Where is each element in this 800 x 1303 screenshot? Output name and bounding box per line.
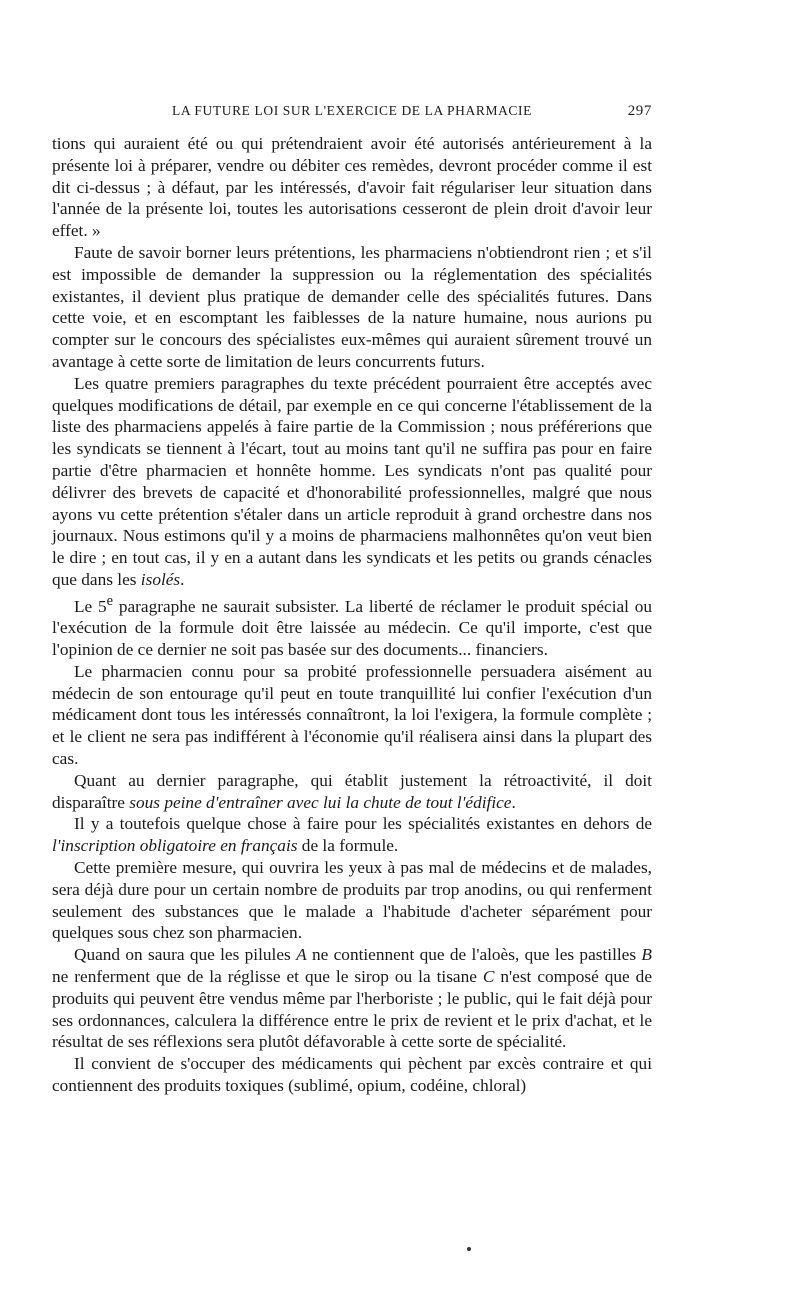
paragraph-9-part-4: n'est composé que de produits qui peuvent être vendus même par l'herboriste ; le public, qui le fait déjà pour ses ordonnances, calculera la différence entre le prix de revient et le prix d'achat, et le résultat de ses réflexions sera plutôt défavorable à cette sorte de spécialité. [52,967,652,1052]
paragraph-4-text: paragraphe ne saurait subsister. La liberté de réclamer le produit spécial ou l'exécution de la formule doit être laissée au médecin. Ce qu'il importe, c'est que l'opinion de ce dernier ne soit pas basée sur des documents... financiers. [52,596,653,660]
running-title: LA FUTURE LOI SUR L'EXERCICE DE LA PHARMACIE [172,103,532,118]
paragraph-6-period: . [511,792,516,812]
running-header [52,103,652,123]
paragraph-8: Cette première mesure, qui ouvrira les yeux à pas mal de médecins et de malades, sera déjà dure pour un certain nombre de produits par trop anodins, ou qui renferment seulement des substances que le malade a l'habitude d'acheter séparément pour quelques sous chez son pharmacien. [52,858,652,943]
paragraph-1: tions qui auraient été ou qui prétendraient avoir été autorisés antérieurement à la présente loi à préparer, vendre ou débiter ces remèdes, devront procéder comme il est dit ci-dessus ; à défaut, par les intéressés, d'avoir fait régulariser leur situation dans l'année de la présente loi, toutes les autorisations cesseront de plein droit d'avoir leur effet. » [52,134,652,241]
paragraph-9-part-2: ne contiennent que de l'aloès, que les pastilles [311,945,637,965]
italic-isoles: isolés [140,569,181,589]
paragraph-3-text: Les quatre premiers paragraphes du texte précédent pourraient être acceptés avec quelques modifications de détail, par exemple en ce qui concerne l'établissement de la liste des pharmaciens appelés à faire partie de la Commission ; nous préférerions que les syndicats se tiennent à l'écart, tout au moins tant qu'il ne suffira pas pour en faire partie d'être pharmacien et honnête homme. Les syndicats n'ont pas qualité pour délivrer des brevets de capacité et d'honorabilité professionnelles, malgré que nous ayons vu cette prétention s'étaler dans un article reproduit à grand orchestre dans nos journaux. Nous estimons qu'il y a moins de pharmaciens malhonnêtes qu'on veut bien le dire ; en tout cas, il y en a autant dans les syndicats et les petits ou grands cénacles que dans les [52,373,652,589]
paragraph-4 [52,591,652,661]
paragraph-7-tail: de la formule. [301,836,399,856]
paragraph-9-part-3: ne renferment que de la réglisse et que le sirop ou la tisane [52,967,477,987]
ordinal-superscript: e [106,592,114,609]
italic-sous-peine: sous peine d'entraîner avec lui la chute de tout l'édifice [129,792,512,812]
paragraph-3-period: . [180,569,185,589]
ink-dot [467,1247,471,1251]
italic-sirop-c: C [482,967,495,987]
paragraph-5: Le pharmacien connu pour sa probité professionnelle persuadera aisément au médecin de son entourage qu'il peut en toute tranquillité lui confier l'exécution d'un médicament dont tous les intéressés connaîtront, la loi l'exigera, la formule complète ; et le client ne sera pas indifférent à l'économie qu'il réalisera ainsi dans la plupart des cas. [52,661,652,769]
italic-pastille-b: B [641,945,652,965]
page-number: 297 [627,103,652,119]
paragraph-7 [52,813,652,857]
paragraph-7-text: Il y a toutefois quelque chose à faire pour les spécialités existantes en dehors de [74,814,652,834]
italic-inscription: l'inscription obligatoire en français [52,836,298,856]
paragraph-4-lead: Le 5 [74,596,107,616]
paragraph-10: Il convient de s'occuper des médicaments qui pèchent par excès contraire et qui contiennent des produits toxiques (sublimé, opium, codéine, chloral) [52,1054,652,1096]
paragraph-9-lead: Quand on saura que les pilules [74,945,291,965]
paragraph-6-text: Quant au dernier paragraphe, qui établit justement la rétroactivité, il doit disparaître [52,770,652,812]
paragraph-6 [52,770,652,814]
paragraph-2: Faute de savoir borner leurs prétentions, les pharmaciens n'obtiendront rien ; et s'il est impossible de demander la suppression ou la réglementation des spécialités existantes, il devient plus pratique de demander celle des spécialités futures. Dans cette voie, et en escomptant les faiblesses de la nature humaine, nous aurions pu compter sur le concours des spécialistes eux-mêmes qui auraient sûrement trouvé un avantage à cette sorte de limitation de leurs concurrents futurs. [52,242,652,371]
body-text [52,133,652,1097]
italic-pilule-a: A [296,945,307,965]
paragraph-9 [52,944,652,1053]
paragraph-3 [52,373,652,591]
